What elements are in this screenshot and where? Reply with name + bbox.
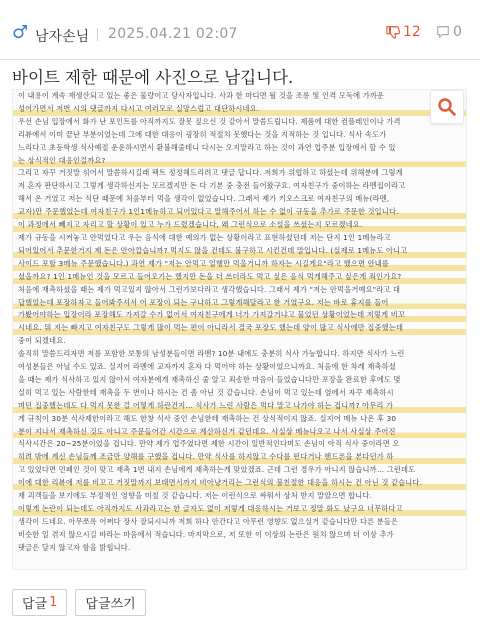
reply-button[interactable] [12,589,67,616]
image-text-line: 답했었는데 포장하자고 들어봐주셔서 어 포장이 되는 구나하고 그렇게해달라고 한 거였구요. 저는 바로 휴지를 들어 [13,297,466,310]
comment-count-value: 0 [453,24,462,40]
comment-actions [12,589,146,616]
image-text-line: 이렇게 논란이 되는데도 아직까지도 사과라고는 한 글자도 없이 저렇게 대응하시는 거보고 정말 화도 났구요 너무하다고 [13,503,466,516]
image-text-line: 느리다고 초등학생 식사예절 운운하시면서 환불해줄테니 다시는 오지말라고 하는 것이 과연 업주분 입장에서 할 수 있 [18,142,396,152]
image-text-line: 성어가면서 저번 시의 댓글까지 다시고 여러모로 실망스럽고 대단하시네요. [13,103,466,116]
image-text-line: 해서 온 거였고 저는 식단 때문에 처음부터 먹을 생각이 없었습니다. 그래서 제가 키오스크로 여자친구의 메뉴(라멘, [18,194,390,204]
header-divider [97,28,98,41]
image-text-line: 사이드 포함 3메뉴 주문했습니다.) 과연 제가 "저는 안먹고 일행만 먹을거니까 하자는 시길게요"라고 했으면 안내를 [13,258,466,271]
image-text-line: 며던 집중했는데도 다 먹지 못한 걸 어떻게 하란건지... 식사가 느린 사람은 먹다 말고 나가야 하는 겁니까? 아무리 가 [13,400,466,413]
image-text-line: 되어있어서 추문한거지 제 돈은 안아깝습니까? 먹지도 않을 건데도 불구하고 시킨건데 말입니다. (실제로 1메뉴도 아니고 [13,245,466,258]
author-name[interactable]: 남자손님 [35,29,90,45]
image-text-line: 비슷한 일 겪지 않으시길 바라는 마음에서 적습니다. 마지막으로, 저 또한 이 이상의 논란은 원치 않으며 더 이상 추가 [18,529,394,539]
image-text-line: 그리고 자꾸 거짓말 섞어서 말씀하시길래 팩트 정정해드리려고 댓글 답니다. 저희가 위협하고 하셨는데 위해분에 그렇게 [18,168,403,178]
magnifier-icon [437,97,457,117]
male-symbol-icon: ♂ [12,22,29,43]
image-text-line: 가봤어야하는 입장이라 포장해도 가져갈 수가 없어서 여자친구에게 너가 가져갈거냐고 물었던 상황이었는데 저렇게 비꼬 [13,309,466,322]
image-text-line: 분이 지나서 재촉하신 것도 아니고 주문들어간 시간으로 계산하신거 같던데요. 사실상 메뉴나오고 나서 사실상 주어진 [13,426,466,439]
comment-icon [436,25,450,39]
image-text-line: 이 내용이 계속 재생산되고 있는 좋은 물량이고 당사자입니다. 사과 한 마디면 될 것을 조롱 및 인격 모독에 가까운 [18,91,385,100]
image-text-line: 제가 규동을 시켜놓고 안먹었다고 우는 음식에 대한 예의가 없는 상황이라고 표현하셨던데 저는 단지 1인 1메뉴라고 [18,232,391,242]
image-text-line: 솔직히 말씀드리자면 저를 포함한 보통의 남성분들이면 라멘? 10분 내에도 충분히 식사 가능합니다. 하지만 식사가 느린 [18,349,405,359]
post-header [0,0,480,60]
image-text-line: 는 상식적인 대응인걸까요? [13,155,466,168]
image-text-line: 이 과정에서 빼지고 자리고 할 상황이 있고 누가 드렸겠습니다, 왜 그런식으로 소설을 쓰셨는지 모르겠네요. [13,219,466,232]
comment-count[interactable] [436,24,462,40]
image-text-line: 댓글은 달지 않고자 함을 밝힙니다. [18,542,131,552]
image-text-line: 저 혼자 판단하시고 그렇게 생각하신지는 모르겠지만 돈 다 기본 중 충전 들어왔구요. 여자친구가 중이하는 라멘집이라고 [18,181,406,191]
image-text-line: 시네요. 뭐 저는 빠지고 여자친구도 그렇게 많이 먹는 편이 아니라서 결국 포장도 했는데 양이 많고 식사에만 집중했는데 [13,322,466,335]
image-text-line: 히려 밖에 계신 손님들께 조금만 양해를 구했을 겁니다. 만약 식사를 하지않고 수다를 떤다거나 핸드폰을 본다던가 하 [13,451,466,464]
image-text-line: 식사시간은 20~25분이었을 겁니다. 만약 제가 업주였다면 제한 시간이 일반적인다며도 손님이 아직 식사 중이라면 오 [18,439,400,449]
image-text-line: 처음에 재촉하셨을 때는 제가 먹고있지 않아서 그런가보다라고 생각했습니다. 그래서 제가 "저는 안먹을거예요"라고 대 [18,284,401,294]
image-text-line: 을 때는 제가 식사하고 있지 않아서 여자분에게 재촉하신 줄 알고 죄송한 마음이 들었습니다만 포장을 완료한 후에도 몇 [18,374,401,384]
post-title: 바이트 제한 때문에 사진으로 남깁니다. [12,68,294,87]
image-text-line: 중이 되겠네요. [18,336,66,346]
image-text-line: 고 있었다면 민폐인 것이 맞고 재촉 1번 내지 손님에게 재촉하는게 맞았겠죠. 근데 그런 경우가 아니지 않습니까... 그런데도 [18,465,416,475]
image-text-line: 재 괴객들을 보기에도 부정적인 영향을 미칠 것 같습니다. 저는 이런식으로 싸워서 상처 받지 말았으면 합니다. [18,491,373,501]
image-text-line: 실히 먹고 있는 사람한테 재촉을 두 번이나 하시는 건 좀 아닌 것 같습니다. 손님이 먹고 있는데 옆에서 자꾸 재촉하시 [18,387,394,397]
write-reply-button[interactable]: 답글쓰기 [75,589,145,616]
image-text-line: 여성분들은 아닐 수도 있죠. 실지어 라멘에 교자까지 혼자 다 먹어야 하는 상황이었으니까요. 처음에 한 차례 재촉하셨 [18,362,396,372]
zoom-button[interactable] [430,90,464,124]
image-text-line: 셨을까요? 1인 1메뉴인 것을 모르고 들어오기는 했지만 돈을 더 쓰더라도 먹고 싶은 음식 먹게해주고 싶은게 죄인가요? [13,271,466,284]
dislike-button[interactable] [386,24,421,40]
image-text-line: 교자)만 주문했었는데 여자친구가 1인1메뉴하고 되어있다고 말해주어서 하는 수 없이 규동을 추가로 주문한 것입니다. [13,206,466,219]
post-image[interactable] [12,89,467,570]
image-text-line: 게 규칙이 30분 식사제한이라고 해도 한창 식사 중인 손님한테 재촉하는 건 상식적이지 않죠. 실지어 메뉴 나온 후 30 [18,413,397,423]
dislike-count: 12 [403,24,421,40]
thumbs-down-icon [386,25,400,39]
reply-label: 답글 [22,597,48,612]
post-date: 2025.04.21 02:07 [108,26,238,42]
image-text-line: 우선 손님 입장에서 화가 난 포인트를 아직까지도 잘못 짚으신 것 같아서 말씀드립니다. 제품에 대한 컴플레인이나 가격 [18,116,401,126]
image-text-line: 생각이 드네요. 아무쪼록 어쩌다 장사 잘되시니까 저희 하나 안간다고 아무런 영향도 없으실거 같습니다만 다른 분들은 [18,516,399,526]
image-text-line: 리뷰에서 이미 끝난 부분이었는데 그에 대한 대응이 굉장히 적절치 못했다는 것을 지적하는 것 입니다. 식사 속도가 [18,129,387,139]
reply-count: 1 [49,595,58,610]
image-text-line: 이에 대한 리뷰에 저를 비꼬고 거짓말까지 보태면서까지 비아냥거리는 그런식의 불친절한 대응을 하시는 건 아닌 것 같습니다. [13,477,466,490]
